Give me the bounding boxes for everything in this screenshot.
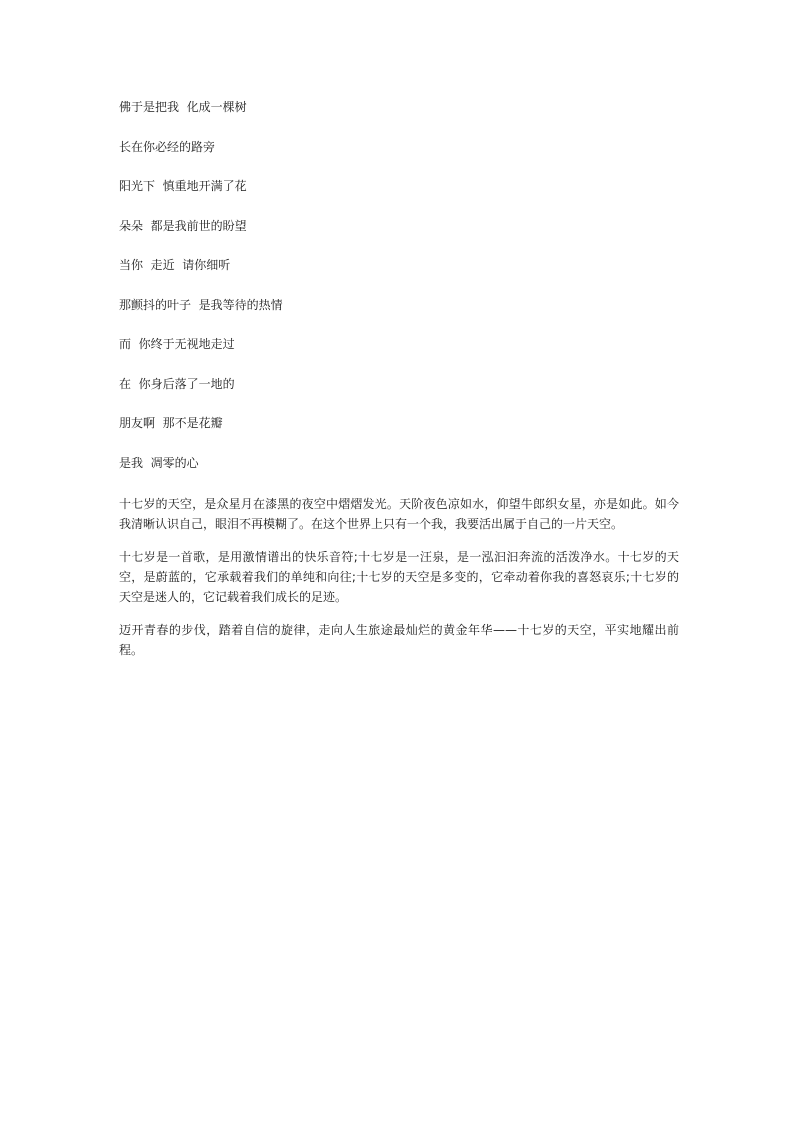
poem-line: 长在你必经的路旁	[119, 139, 216, 154]
poem-line: 是我 凋零的心	[119, 455, 199, 470]
poem-line: 在 你身后落了一地的	[119, 376, 235, 391]
poem-line: 阳光下 慎重地开满了花	[119, 179, 247, 193]
poem	[119, 99, 679, 471]
paragraph: 十七岁是一首歌，是用激情谱出的快乐音符;十七岁是一汪泉，是一泓汩汩奔流的活泼净水。十七岁的天空，是蔚蓝的，它承载着我们的单纯和向往;十七岁的天空是多变的，它牵动着你我的喜怒哀乐;十七岁的天空是迷人的，它记载着我们成长的足迹。	[119, 550, 679, 604]
poem-line: 那颤抖的叶子 是我等待的热情	[119, 297, 283, 312]
paragraph: 十七岁的天空，是众星月在漆黑的夜空中熠熠发光。天阶夜色凉如水，仰望牛郎织女星，亦是如此。如今我清晰认识自己，眼泪不再模糊了。在这个世界上只有一个我，我要活出属于自己的一片天空。	[119, 497, 679, 531]
poem-line: 而 你终于无视地走过	[119, 337, 235, 351]
document-body	[119, 99, 679, 673]
poem-line: 朋友啊 那不是花瓣	[119, 416, 223, 430]
poem-line: 朵朵 都是我前世的盼望	[119, 218, 247, 233]
paragraph: 迈开青春的步伐，踏着自信的旋律，走向人生旅途最灿烂的黄金年华——十七岁的天空，平实地耀出前程。	[119, 623, 679, 657]
poem-line: 当你 走近 请你细听	[119, 258, 231, 272]
poem-line: 佛于是把我 化成一棵树	[119, 100, 247, 114]
